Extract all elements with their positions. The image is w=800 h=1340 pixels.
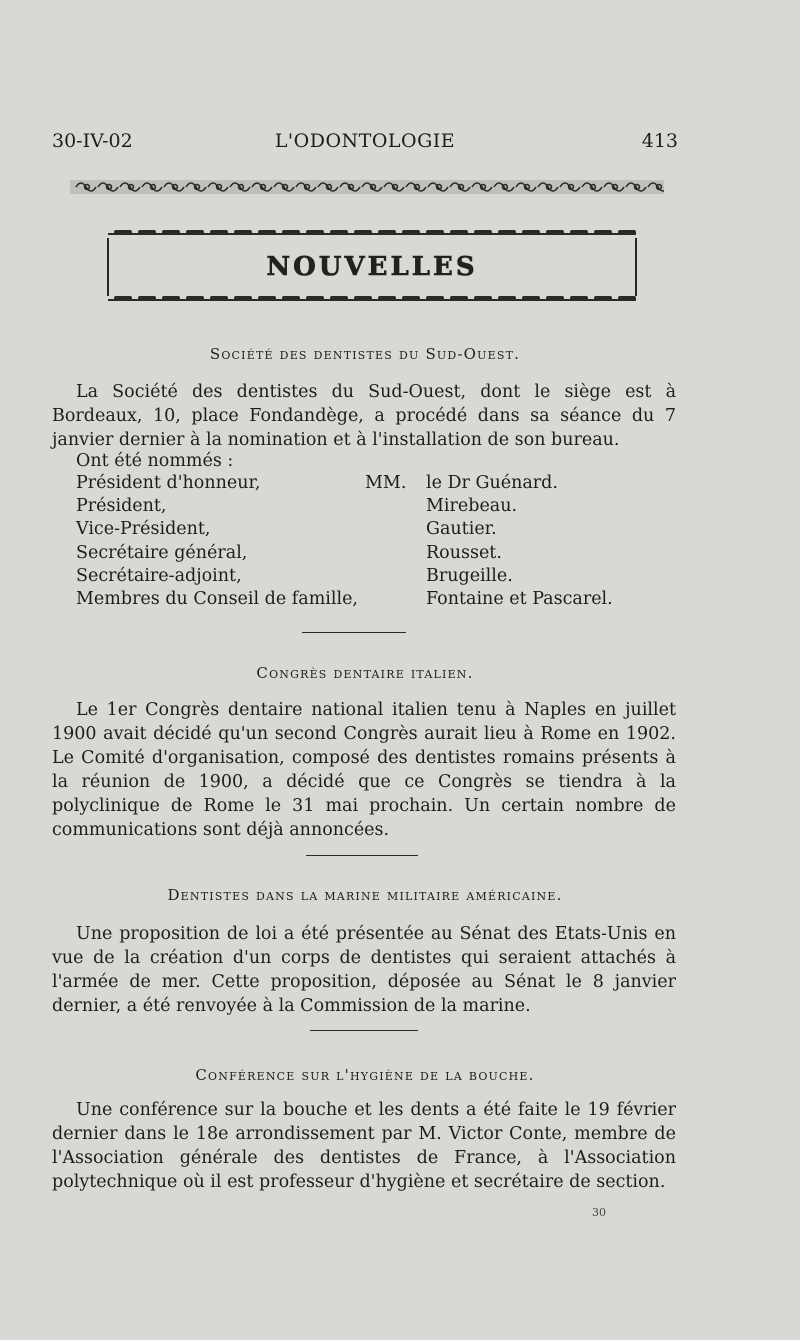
list-item: Président, Mirebeau. [76,496,518,517]
section-divider [302,632,406,633]
nominations-list [76,472,676,611]
list-item: Secrétaire-adjoint, Brugeille. [76,565,513,586]
section-paragraph-marine: Une proposition de loi a été présentée au Sénat des Etats-Unis en vue de la création d'un corps de dentistes qui seraient attachés à l'armée de mer. Cette proposition, déposée au Sénat le 8 janvier dernier, a été renvoyée à la Commission de la marine. [52,924,676,1016]
running-head-journal: L'ODONTOLOGIE [274,130,456,152]
section-paragraph-congres: Le 1er Congrès dentaire national italien tenu à Naples en juillet 1900 avait décidé qu'un second Congrès aurait lieu à Rome en 1902. Le Comité d'organisation, composé des dentistes romains présents à la réunion de 1900, a décidé que ce Congrès se tiendra à la polyclinique de Rome le 31 mai prochain. Un certain nombre de communications sont déjà annoncées. [52,700,676,840]
mm-label: MM. [365,473,407,493]
running-head-date: 30-IV-02 [52,130,133,152]
banner-title-wrap [100,222,644,312]
section-heading-sud-ouest: Société des dentistes du Sud-Ouest. [209,345,521,363]
list-item: Secrétaire général, Rousset. [76,542,502,563]
nominations-intro: Ont été nommés : [76,451,234,471]
section-divider [306,855,418,856]
section-paragraph-conference: Une conférence sur la bouche et les dents a été faite le 19 février dernier dans le 18e arrondissement par M. Victor Conte, membre de l'Association générale des dentistes de France, à l'Association polytechnique où il est professeur d'hygiène et secrétaire de section. [52,1100,676,1192]
page-number: 413 [641,130,678,152]
banner-title: NOUVELLES [266,252,478,282]
running-head [52,130,678,156]
list-item: Membres du Conseil de famille, Fontaine et Pascarel. [76,588,613,609]
section-heading-marine: Dentistes dans la marine militaire américaine. [167,886,563,904]
section-paragraph-sud-ouest: La Société des dentistes du Sud-Ouest, dont le siège est à Bordeaux, 10, place Fondandège, a procédé dans sa séance du 7 janvier dernier à la nomination et à l'installation de son bureau. [52,382,676,450]
section-divider [310,1030,418,1031]
signature-mark: 30 [592,1206,606,1219]
list-item: Président d'honneur, MM. le Dr Guénard. [76,472,676,495]
ornamental-border [70,178,664,196]
section-heading-conference: Conférence sur l'hygiène de la bouche. [195,1066,535,1084]
list-item: Vice-Président, Gautier. [76,519,497,540]
section-heading-congres: Congrès dentaire italien. [256,664,474,682]
